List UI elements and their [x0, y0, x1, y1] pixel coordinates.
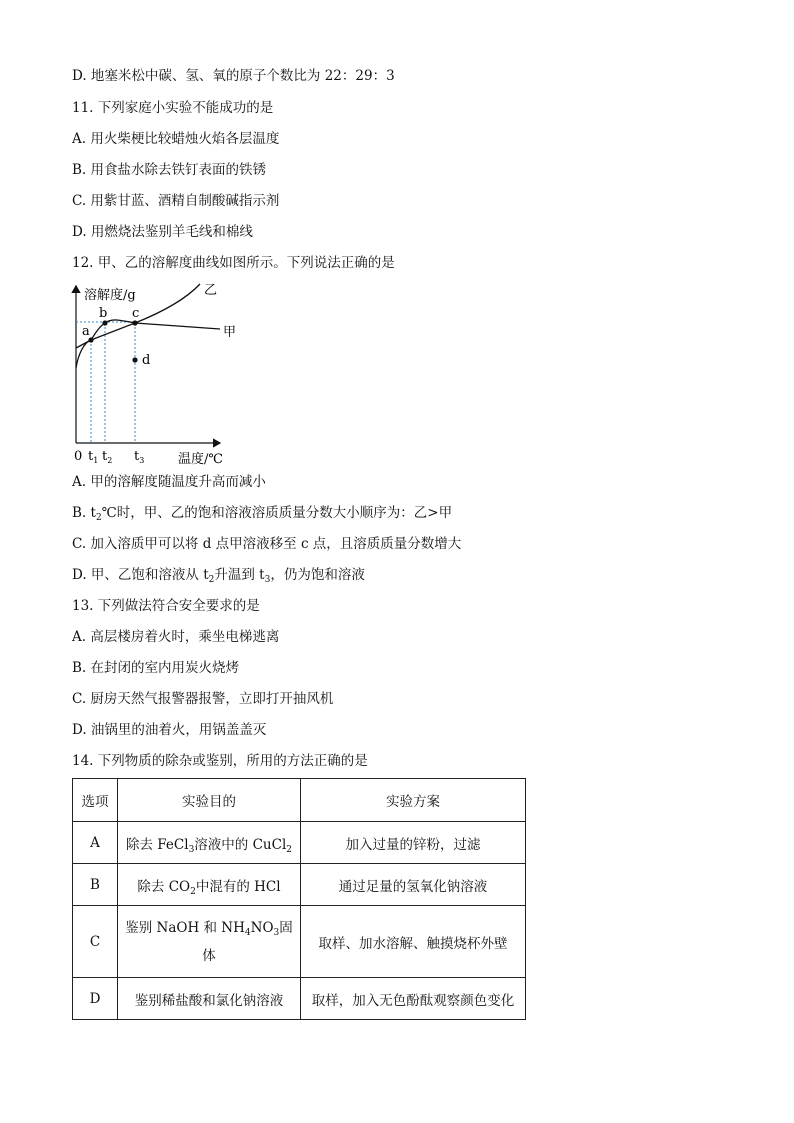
- tick-t2: $t_2$: [102, 449, 113, 465]
- q13-option-c: C. 厨房天然气报警器报警，立即打开抽风机: [72, 691, 334, 707]
- header-plan: 实验方案: [301, 779, 526, 822]
- q13-stem: 13. 下列做法符合安全要求的是: [72, 598, 260, 614]
- q12-option-c: C. 加入溶质甲可以将 d 点甲溶液移至 c 点，且溶质质量分数增大: [72, 536, 462, 552]
- row-d-goal: 鉴别稀盐酸和氯化钠溶液: [118, 978, 301, 1020]
- x-axis-label: 温度/℃: [178, 452, 223, 467]
- origin-label: 0: [74, 449, 83, 464]
- q12-option-b: B. $t_2℃$时，甲、乙的饱和溶液溶质质量分数大小顺序为：乙>甲: [72, 505, 453, 523]
- q11-option-a: A. 用火柴梗比较蜡烛火焰各层温度: [72, 131, 280, 147]
- row-a-option: A: [73, 822, 118, 864]
- point-a-label: a: [82, 324, 90, 339]
- q13-option-b: B. 在封闭的室内用炭火烧烤: [72, 660, 240, 676]
- row-d-plan: 取样，加入无色酚酞观察颜色变化: [301, 978, 526, 1020]
- q11-option-d: D. 用燃烧法鉴别羊毛线和棉线: [72, 224, 253, 240]
- q14-stem: 14. 下列物质的除杂或鉴别，所用的方法正确的是: [72, 753, 368, 769]
- point-b-dot: [102, 320, 107, 325]
- row-c-goal: 鉴别 NaOH 和 $NH_4NO_3$固 体: [118, 906, 301, 978]
- table-row: [73, 978, 526, 1020]
- q10-option-d: D. 地塞米松中碳、氢、氧的原子个数比为 22：29：3: [72, 68, 395, 84]
- row-a-plan: 加入过量的锌粉，过滤: [301, 822, 526, 864]
- solubility-curve-diagram: [60, 280, 260, 470]
- point-d-label: d: [142, 353, 151, 368]
- tick-t1: $t_1$: [88, 449, 99, 465]
- point-c-label: c: [132, 306, 140, 321]
- header-option: 选项: [73, 779, 118, 822]
- table-row: [73, 822, 526, 864]
- row-c-plan: 取样、加水溶解、触摸烧杯外壁: [301, 906, 526, 978]
- row-b-goal: 除去 $CO_2$中混有的 HCl: [118, 864, 301, 906]
- q11-stem: 11. 下列家庭小实验不能成功的是: [72, 100, 274, 116]
- row-b-option: B: [73, 864, 118, 906]
- series-jia-label: 甲: [223, 325, 237, 340]
- table-header-row: [73, 779, 526, 822]
- point-b-label: b: [99, 306, 108, 321]
- q12-option-d: D. 甲、乙饱和溶液从 $t_2$升温到 $t_3$，仍为饱和溶液: [72, 567, 365, 585]
- q13-option-d: D. 油锅里的油着火，用锅盖盖灭: [72, 722, 267, 738]
- point-d-dot: [132, 357, 137, 362]
- q14-table: [72, 778, 526, 1020]
- q12-stem: 12. 甲、乙的溶解度曲线如图所示。下列说法正确的是: [72, 255, 395, 271]
- row-d-option: D: [73, 978, 118, 1020]
- series-yi-label: 乙: [204, 283, 218, 298]
- q11-option-c: C. 用紫甘蓝、酒精自制酸碱指示剂: [72, 193, 280, 209]
- table-row: [73, 864, 526, 906]
- header-goal: 实验目的: [118, 779, 301, 822]
- row-b-plan: 通过足量的氢氧化钠溶液: [301, 864, 526, 906]
- table-row: [73, 906, 526, 978]
- y-axis-label: 溶解度/g: [84, 288, 136, 303]
- tick-t3: $t_3$: [134, 449, 145, 465]
- point-c-dot: [132, 320, 137, 325]
- q11-option-b: B. 用食盐水除去铁钉表面的铁锈: [72, 162, 267, 178]
- row-a-goal: 除去 FeCl$_3$溶液中的 CuCl$_2$: [118, 822, 301, 864]
- q12-option-a: A. 甲的溶解度随温度升高而减小: [72, 474, 266, 490]
- q13-option-a: A. 高层楼房着火时，乘坐电梯逃离: [72, 629, 280, 645]
- row-c-option: C: [73, 906, 118, 978]
